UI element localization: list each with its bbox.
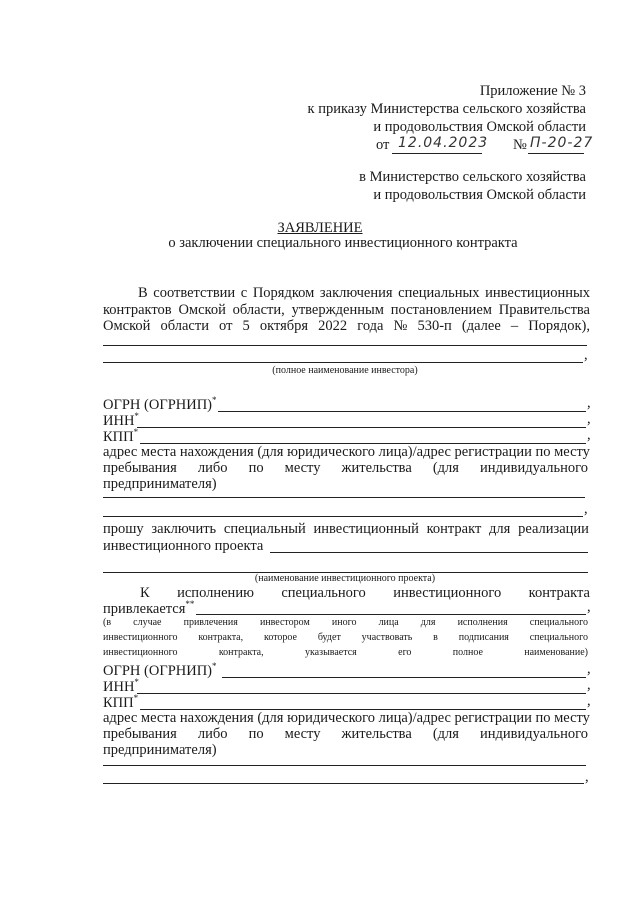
number-underline xyxy=(528,153,584,154)
address-line1-2: адрес места нахождения (для юридического лица)/адрес регистрации по месту xyxy=(103,710,590,726)
document-subtitle: о заключении специального инвестиционного контракта xyxy=(168,235,518,251)
request-line2: инвестиционного проекта xyxy=(103,538,264,554)
address-input-line-1b[interactable] xyxy=(103,516,583,517)
project-caption: (наименование инвестиционного проекта) xyxy=(254,573,436,584)
kpp-label-1: КПП* xyxy=(103,427,139,445)
number-prefix: № xyxy=(513,137,527,153)
intro-line3: Омской области от 5 октября 2022 года № 530-п (далее – Порядок), xyxy=(103,318,590,334)
kpp-label-2: КПП* xyxy=(103,693,139,711)
order-ref-line2: и продовольствия Омской области xyxy=(373,119,586,135)
ogrn-input-line-1[interactable] xyxy=(218,411,586,412)
inn-comma-2: , xyxy=(587,677,591,693)
address-line3-1: предпринимателя) xyxy=(103,476,217,492)
project-input-line-a[interactable] xyxy=(270,552,588,553)
inn-label-1: ИНН* xyxy=(103,411,139,429)
attract-note3: инвестиционного контракта, указывается его полное наименование) xyxy=(103,647,588,658)
inn-comma-1: , xyxy=(587,411,591,427)
address-comma-2: , xyxy=(585,769,589,785)
ogrn-label-2: ОГРН (ОГРНИП)* xyxy=(103,661,217,679)
addressee-line1: в Министерство сельского хозяйства xyxy=(359,169,586,185)
address-line2-2: пребывания либо по месту жительства (для индивидуального xyxy=(103,726,588,742)
address-input-line-2a[interactable] xyxy=(103,765,586,766)
inn-input-line-1[interactable] xyxy=(137,427,586,428)
address-line2-1: пребывания либо по месту жительства (для индивидуального xyxy=(103,460,588,476)
ogrn-input-line-2[interactable] xyxy=(222,677,586,678)
address-input-line-1a[interactable] xyxy=(103,497,585,498)
kpp-comma-2: , xyxy=(587,693,591,709)
ogrn-label-1: ОГРН (ОГРНИП)* xyxy=(103,395,217,413)
investor-name-line2 xyxy=(103,362,583,363)
intro-line2: контрактов Омской области, утвержденным постановлением Правительства xyxy=(103,302,590,318)
document-title: ЗАЯВЛЕНИЕ xyxy=(277,220,363,236)
date-underline xyxy=(392,153,482,154)
attract-line2: привлекается** xyxy=(103,599,195,617)
request-line1: прошу заключить специальный инвестиционный контракт для реализации xyxy=(103,521,589,537)
order-ref-line1: к приказу Министерства сельского хозяйства xyxy=(307,101,586,117)
ogrn-comma-1: , xyxy=(587,395,591,411)
attract-line1: К исполнению специального инвестиционного контракта xyxy=(140,585,590,601)
address-comma-1: , xyxy=(584,501,588,517)
attract-note1: (в случае привлечения инвестором иного лица для исполнения специального xyxy=(103,617,588,628)
inn-input-line-2[interactable] xyxy=(137,693,586,694)
addressee-line2: и продовольствия Омской области xyxy=(373,187,586,203)
kpp-comma-1: , xyxy=(587,427,591,443)
address-line3-2: предпринимателя) xyxy=(103,742,217,758)
attract-note2: инвестиционного контракта, которое будет участвовать в подписания специального xyxy=(103,632,588,643)
address-line1-1: адрес места нахождения (для юридического лица)/адрес регистрации по месту xyxy=(103,444,590,460)
date-handwritten: 12.04.2023 xyxy=(398,135,489,151)
investor-name-line1 xyxy=(103,345,587,346)
ogrn-comma-2: , xyxy=(587,661,591,677)
inn-label-2: ИНН* xyxy=(103,677,139,695)
attract-input-line[interactable] xyxy=(196,614,586,615)
number-handwritten: П-20-27 xyxy=(530,135,594,151)
investor-comma: , xyxy=(584,347,588,363)
appendix-label: Приложение № 3 xyxy=(479,83,586,99)
attract-comma: , xyxy=(587,599,591,615)
date-prefix: от xyxy=(376,137,390,153)
investor-caption: (полное наименование инвестора) xyxy=(272,365,418,376)
intro-line1: В соответствии с Порядком заключения специальных инвестиционных xyxy=(138,285,590,301)
address-input-line-2b[interactable] xyxy=(103,783,584,784)
